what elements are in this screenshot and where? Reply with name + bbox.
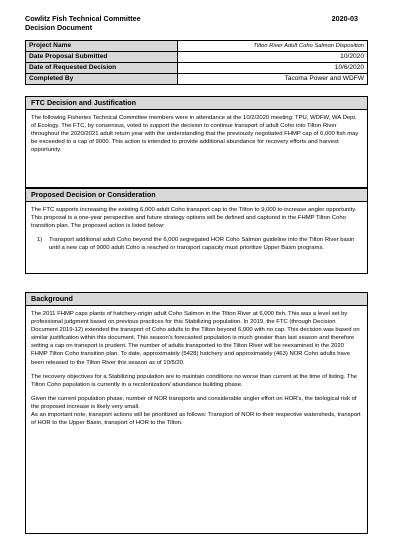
info-label: Project Name xyxy=(26,41,178,52)
section-body xyxy=(26,202,367,252)
document-header xyxy=(25,14,370,32)
info-row xyxy=(26,63,368,74)
info-row xyxy=(26,74,368,85)
info-label: Completed By xyxy=(26,74,178,85)
section-heading: Proposed Decision or Consideration xyxy=(26,189,367,202)
info-label: Date of Requested Decision xyxy=(26,63,178,74)
section-body xyxy=(26,306,367,427)
doc-type: Decision Document xyxy=(25,23,93,32)
section-heading: Background xyxy=(26,293,367,306)
project-info-table xyxy=(25,40,368,85)
paragraph: As an important note, transport actions will be prioritized as follows: Transport of NOR to their respective watersheds, transport of HOR to the Upper Basin, transport of HOR to the Tilton. xyxy=(31,412,361,427)
ftc-decision-section xyxy=(25,96,368,188)
paragraph: The recovery objectives for a Stabilizing population are to maintain conditions no worse than current at the time of listing. The Tilton Coho population is currently in a recolonization/ abundance building phase. xyxy=(31,373,358,388)
info-value: Tilton River Adult Coho Salmon Disposition xyxy=(178,41,368,52)
list-number: 1) xyxy=(37,237,43,244)
section-body xyxy=(26,110,367,154)
info-label: Date Proposal Submitted xyxy=(26,52,178,63)
proposed-decision-section xyxy=(25,188,368,274)
info-value: Tacoma Power and WDFW xyxy=(178,74,368,85)
section-heading: FTC Decision and Justification xyxy=(26,97,367,110)
info-value: 10/2020 xyxy=(178,52,368,63)
info-row xyxy=(26,52,368,63)
info-value: 10/6/2020 xyxy=(178,63,368,74)
paragraph: The following Fisheries Technical Committee members were in attendance at the 10/2/2020 meeting: TPU, WDFW, WA Dept. of Ecology. The FTC, by consensus, voted to support the decision to continue transport of adult Coho into Tilton River throughout the 2020/2021 adult return year with the understanding that the previously negotiated FHMP cap of 6,000 fish may be exceeded to a cap of 9000. This action is intended to provide additional abundance for recovery efforts and harvest opportunity. xyxy=(31,115,359,154)
background-section xyxy=(25,292,368,534)
list-item xyxy=(37,236,362,252)
paragraph: The 2011 FHMP caps plants of hatchery-origin adult Coho Salmon in the Tilton River at 6,000 fish. This was a level set by professional judgment based on previous practices for this Stabilizing population. In 2019, the FTC (through Decision Document 2019-12) extended the transport of Coho adults to the Tilton beyond 6,000 with no cap. This decision was based on similar justification within this document. This season's forecasted population is much greater than last season and therefore setting a cap on transport is prudent. The number of adults transported to the Tilton River will be reexamined in the 2020 FHMP Tilton Coho transition plan. To date, approximately (5428) hatchery and approximately (463) NOR Coho adults have been released to the Tilton River this season as of 10/5/20. xyxy=(31,311,360,366)
list-text: Transport additional adult Coho beyond the 6,000 segregated HOR Coho Salmon guideline into the Tilton River basin until a new cap of 9000 adult Coho is reached or transport capacity must prioritize Upper Basin programs. xyxy=(49,237,355,252)
paragraph: The FTC supports increasing the existing 6,000 adult Coho transport cap to the Tilton to 9,000 to increase angler opportunity. This proposal is a one-year perspective and future strategy options will be defined and captured in the FHMP Tilton Coho transition plan. The proposed action is listed below: xyxy=(31,207,357,230)
info-row xyxy=(26,41,368,52)
doc-number: 2020-03 xyxy=(331,14,358,23)
org-name: Cowlitz Fish Technical Committee xyxy=(25,14,141,23)
paragraph: Given the current population phase, number of NOR transports and considerable angler effort on HOR's, the biological risk of the proposed increase is likely very small. xyxy=(31,395,357,410)
